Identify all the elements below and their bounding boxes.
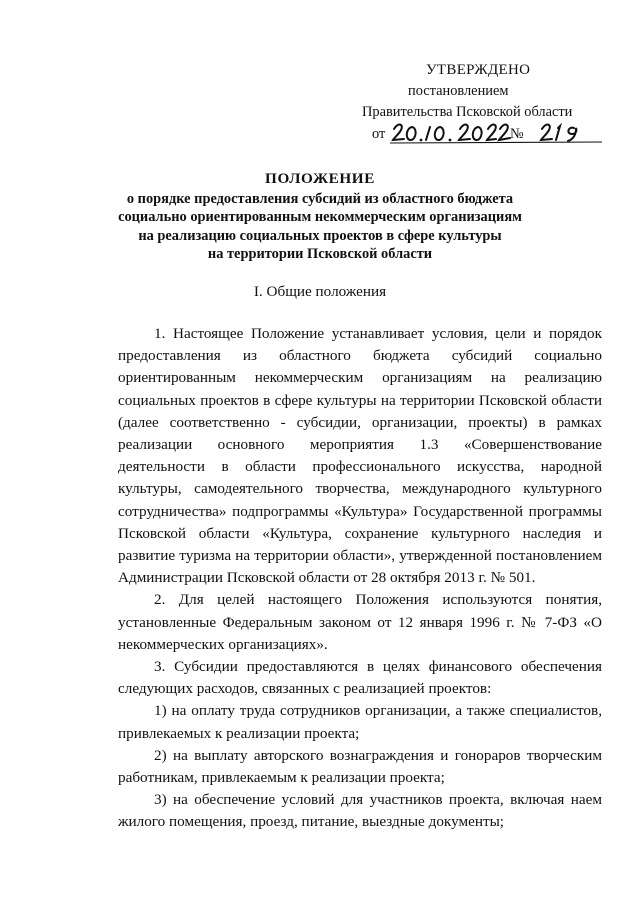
document-subtitle-line: на реализацию социальных проектов в сфере культуры: [138, 227, 502, 244]
approval-authority: Правительства Псковской области: [362, 104, 573, 120]
approval-number-sign: №: [510, 126, 524, 142]
approval-from-prefix: от: [372, 126, 386, 142]
paragraph: 3) на обеспечение условий для участников проекта, включая наем жилого помещения, проезд, питание, выездные документы;: [118, 791, 602, 831]
section-heading: I. Общие положения: [253, 283, 387, 300]
paragraph: 2. Для целей настоящего Положения используются понятия, установленные Федеральным законом от 12 января 1996 г. № 7-ФЗ «О некоммерческих организациях».: [118, 591, 602, 653]
approval-stamp-block: [362, 60, 612, 147]
paragraph: 2) на выплату авторского вознаграждения и гонораров творческим работникам, привлекаемым к реализации проекта;: [118, 746, 602, 787]
document-subtitle-line: на территории Псковской области: [207, 246, 433, 262]
approval-date-row: [362, 123, 612, 147]
document-body: [118, 323, 602, 834]
document-subtitle-line: о порядке предоставления субсидий из областного бюджета: [126, 190, 514, 207]
paragraph: 1) на оплату труда сотрудников организации, а также специалистов, привлекаемых к реализации проекта;: [118, 702, 602, 742]
handwritten-date-signature: [390, 119, 606, 149]
document-title-block: [80, 170, 560, 264]
document-subtitle-line: социально ориентированным некоммерческим организациям: [118, 209, 522, 225]
approval-by-line: постановлением: [408, 83, 509, 99]
approval-title: УТВЕРЖДЕНО: [426, 62, 531, 78]
paragraph: 3. Субсидии предоставляются в целях финансового обеспечения следующих расходов, связанных с реализацией проектов:: [118, 658, 602, 698]
document-title: ПОЛОЖЕНИЕ: [265, 170, 375, 187]
paragraph: 1. Настоящее Положение устанавливает условия, цели и порядок предоставления из областного бюджета субсидий социально ориентированным некоммерческим организациям на реализацию социальных проектов в сфере культуры на территории Псковской области (далее соответственно - субсидии, организации, проекты) в рамках реализации основного мероприятия 1.3 «Совершенствование деятельности в области профессионального искусства, народной культуры, самодеятельного творчества, международного культурного сотрудничества» подпрограммы «Культура» Государственной программы Псковской области «Культура, сохранение культурного наследия и развитие туризма на территории области», утвержденной постановлением Администрации Псковской области от 28 октября 2013 г. № 501.: [118, 325, 602, 587]
